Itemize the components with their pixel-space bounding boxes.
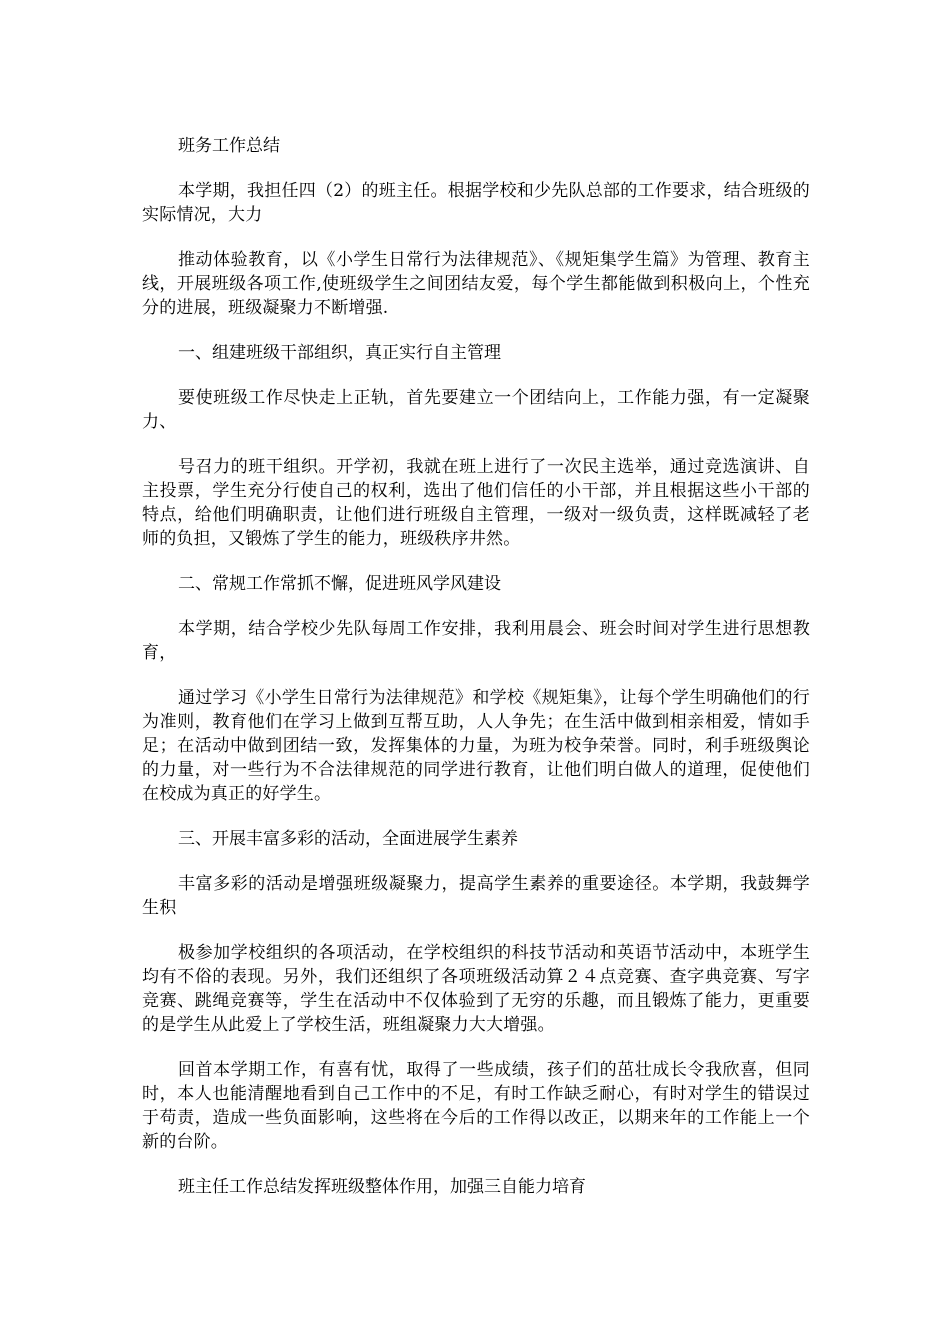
section-heading-3: 三、开展丰富多彩的活动，全面进展学生素养 xyxy=(178,829,518,849)
paragraph-section-1a: 要使班级工作尽快走上正轨，首先要建立一个团结向上，工作能力强，有一定凝聚力、 xyxy=(142,388,810,432)
paragraph-section-3a: 丰富多彩的活动是增强班级凝聚力，提高学生素养的重要途径。本学期，我鼓舞学生积 xyxy=(142,874,810,918)
paragraph-intro-continued: 推动体验教育，以《小学生日常行为法律规范》、《规矩集学生篇》为管理、教育主线，开展班级各项工作,使班级学生之间团结友爱，每个学生都能做到积极向上，个性充分的进展，班级凝聚力不断增强. xyxy=(142,250,810,318)
section-heading-2: 二、常规工作常抓不懈，促进班风学风建设 xyxy=(178,574,501,594)
paragraph-section-2a: 本学期，结合学校少先队每周工作安排，我利用晨会、班会时间对学生进行思想教育， xyxy=(142,619,810,663)
paragraph-section-1b: 号召力的班干组织。开学初，我就在班上进行了一次民主选举，通过竞选演讲、自主投票，学生充分行使自己的权利，选出了他们信任的小干部，并且根据这些小干部的特点，给他们明确职责，让他们进行班级自主管理，一级对一级负责，这样既减轻了老师的负担，又锻炼了学生的能力，班级秩序井然。 xyxy=(142,457,810,549)
section-heading-1: 一、组建班级干部组织，真正实行自主管理 xyxy=(178,343,501,363)
paragraph-section-3b: 极参加学校组织的各项活动，在学校组织的科技节活动和英语节活动中，本班学生均有不俗的表现。另外，我们还组织了各项班级活动算２４点竞赛、查字典竞赛、写字竞赛、跳绳竞赛等，学生在活动中不仅体验到了无穷的乐趣，而且锻炼了能力，更重要的是学生从此爱上了学校生活，班组凝聚力大大增强。 xyxy=(142,943,810,1035)
paragraph-conclusion: 回首本学期工作，有喜有忧，取得了一些成绩，孩子们的茁壮成长令我欣喜，但同时，本人也能清醒地看到自己工作中的不足，有时工作缺乏耐心，有时对学生的错误过于苟责，造成一些负面影响，这些将在今后的工作得以改正，以期来年的工作能上一个新的台阶。 xyxy=(142,1060,810,1152)
paragraph-section-2b: 通过学习《小学生日常行为法律规范》和学校《规矩集》，让每个学生明确他们的行为准则，教育他们在学习上做到互帮互助，人人争先；在生活中做到相亲相爱，情如手足；在活动中做到团结一致，发挥集体的力量，为班为校争荣誉。同时，利手班级舆论的力量，对一些行为不合法律规范的同学进行教育，让他们明白做人的道理，促使他们在校成为真正的好学生。 xyxy=(142,688,810,804)
document-page xyxy=(142,134,810,1220)
document-title: 班务工作总结 xyxy=(178,136,280,156)
paragraph-intro: 本学期，我担任四（2）的班主任。根据学校和少先队总部的工作要求，结合班级的实际情况，大力 xyxy=(142,181,810,225)
closing-heading: 班主任工作总结发挥班级整体作用，加强三自能力培育 xyxy=(178,1177,586,1197)
